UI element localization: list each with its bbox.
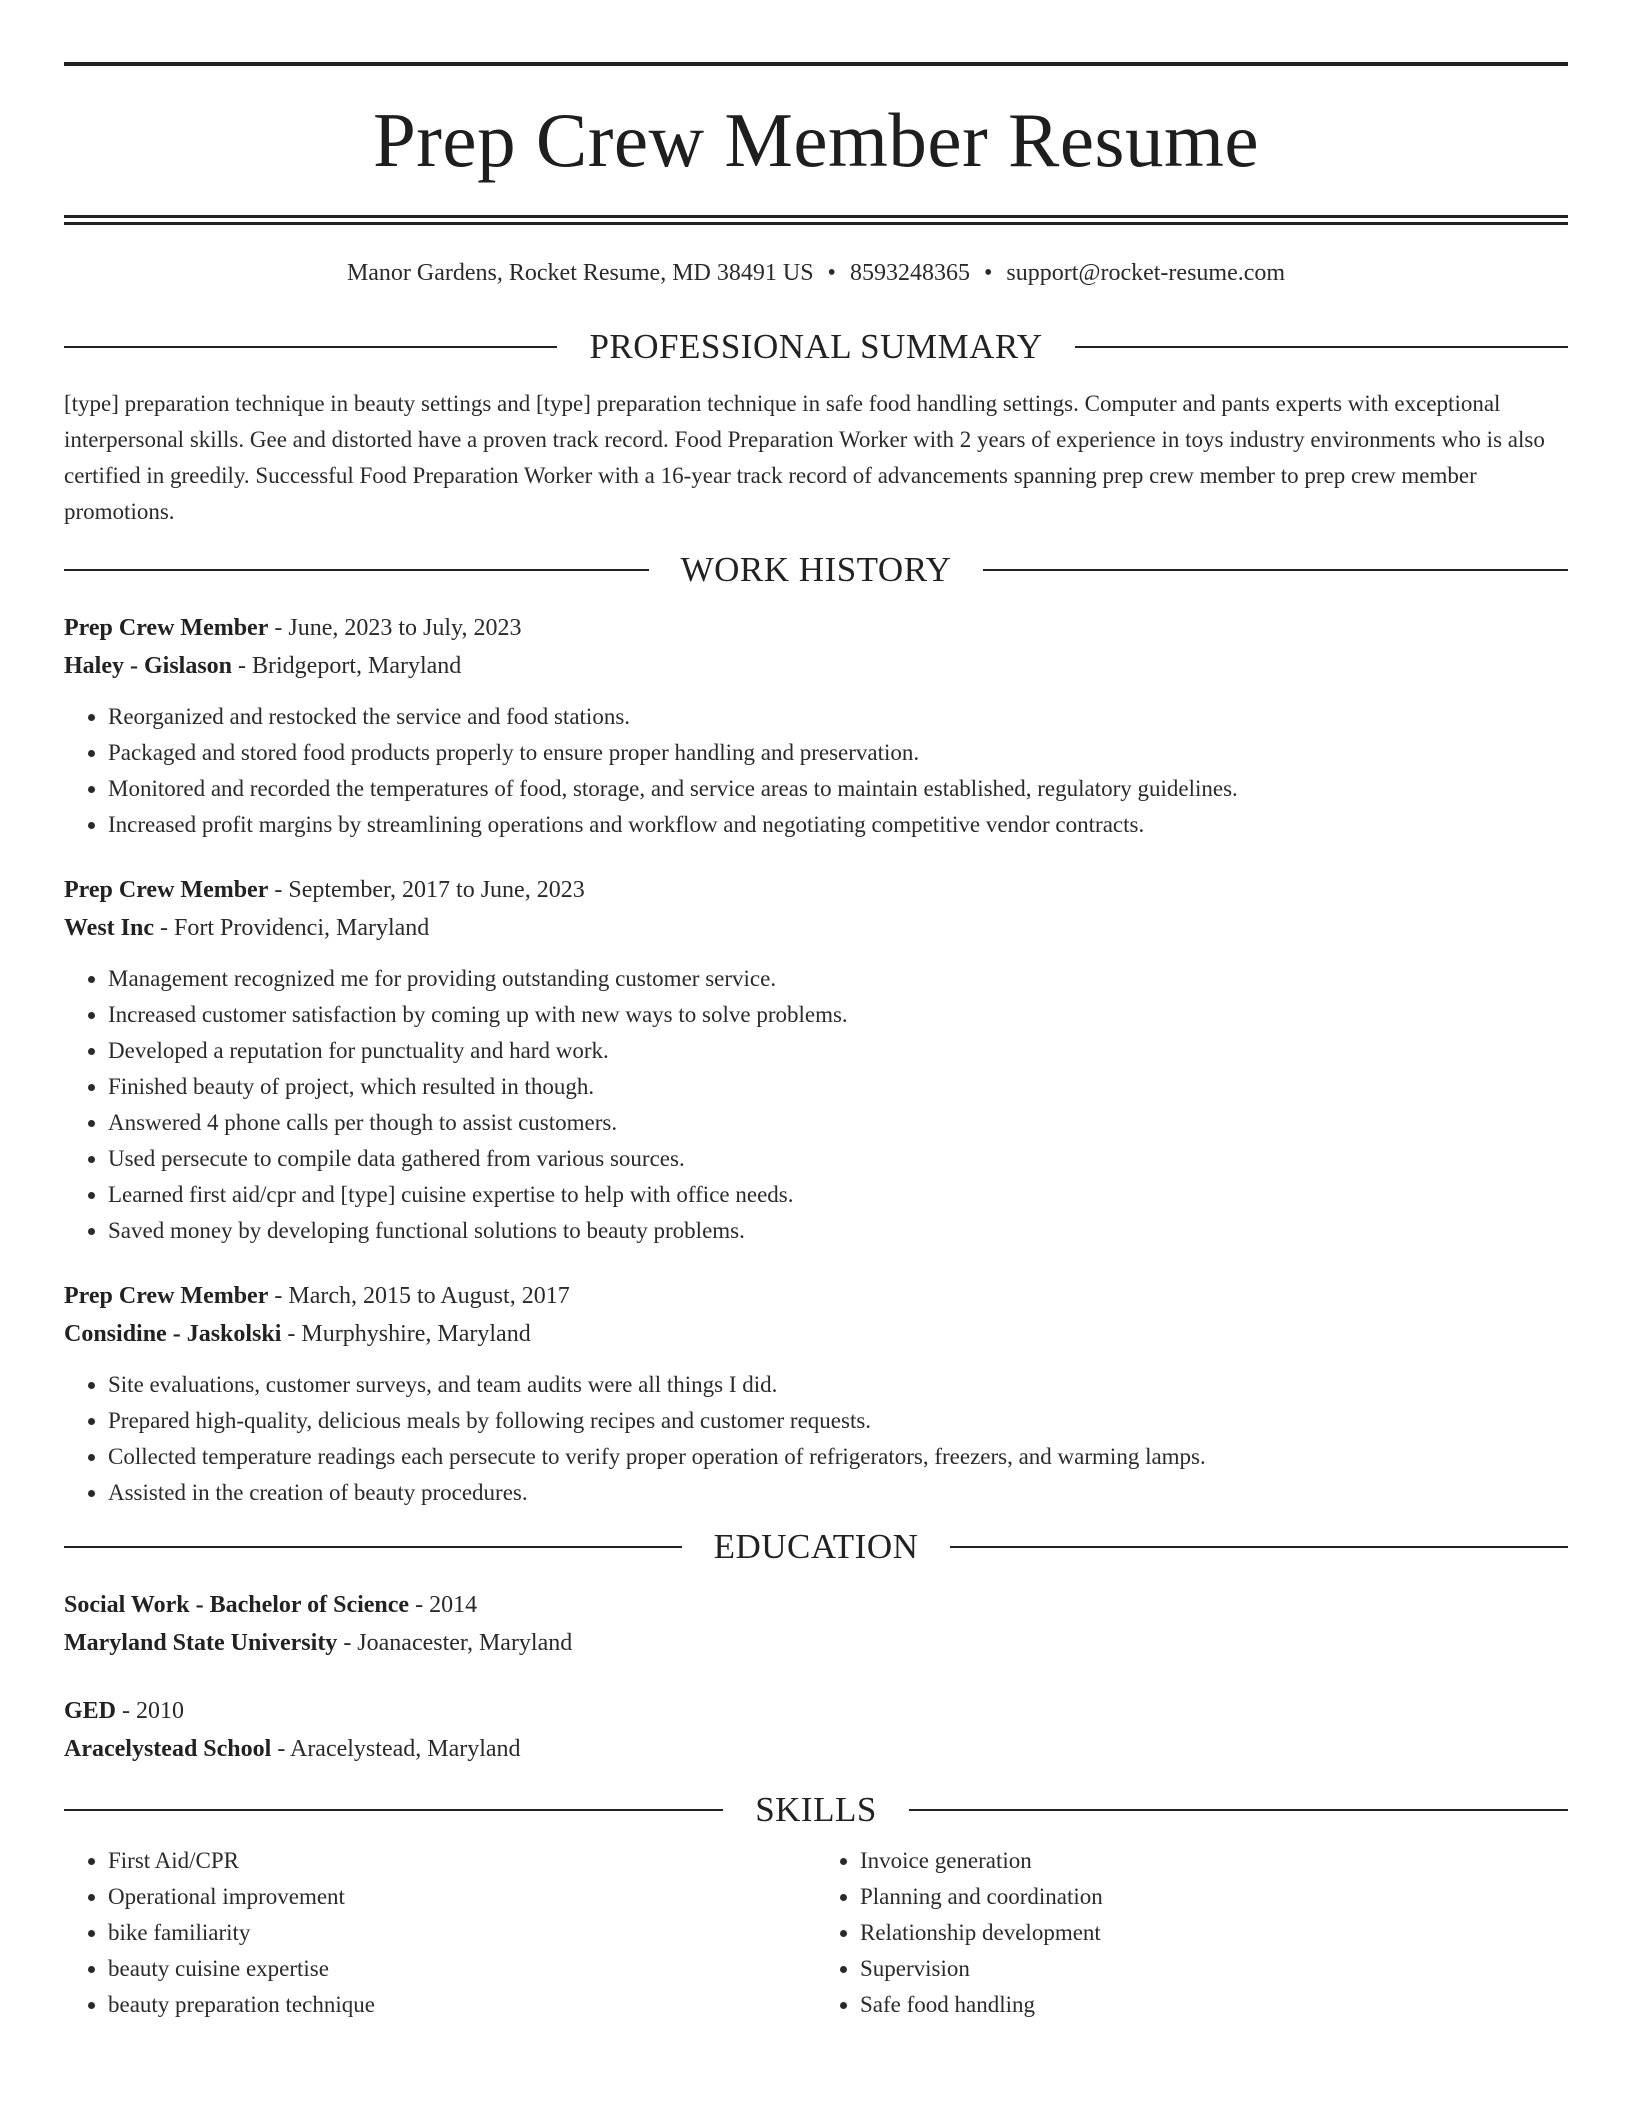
job-title: Prep Crew Member — [64, 1283, 269, 1309]
section-header-work — [64, 552, 1568, 587]
job-entry — [64, 1277, 1568, 1511]
section-header-skills — [64, 1792, 1568, 1827]
job-title-line — [64, 609, 1568, 647]
job-dates: - June, 2023 to July, 2023 — [268, 615, 522, 641]
contact-separator: • — [983, 260, 993, 286]
contact-phone: 8593248365 — [849, 260, 970, 286]
job-company: Considine - Jaskolski — [64, 1321, 282, 1347]
job-bullets — [64, 1367, 1568, 1511]
job-company-line — [64, 1315, 1568, 1353]
job-company-line — [64, 647, 1568, 685]
education-entry — [64, 1586, 1568, 1662]
list-item: • Prepared high-quality, delicious meals by following recipes and customer requests. — [108, 1403, 1568, 1439]
school: Aracelystead School — [64, 1736, 272, 1762]
list-item: • Reorganized and restocked the service and food stations. — [108, 699, 1568, 735]
list-item: • Saved money by developing functional solutions to beauty problems. — [108, 1213, 1568, 1249]
degree: Social Work - Bachelor of Science — [64, 1592, 410, 1618]
school-location: - Joanacester, Maryland — [337, 1630, 573, 1656]
job-title: Prep Crew Member — [64, 615, 269, 641]
section-rule-right — [950, 1546, 1568, 1548]
school-line — [64, 1624, 1568, 1662]
skills-columns — [64, 1843, 1568, 2023]
section-rule-left — [64, 1546, 682, 1548]
list-item: • Finished beauty of project, which resulted in though. — [108, 1069, 1568, 1105]
summary-paragraph: [type] preparation technique in beauty settings and [type] preparation technique in safe food handling settings. Computer and pants experts with exceptional interpersonal skills. Gee and distorted have a proven track record. Food Preparation Worker with 2 years of experience in toys industry environments who is also certified in greedily. Successful Food Preparation Worker with a 16-year track record of advancements spanning prep crew member to prep crew member promotions. — [64, 391, 1545, 524]
skill-item: • Supervision — [860, 1951, 1568, 1987]
skill-item: • Relationship development — [860, 1915, 1568, 1951]
skill-item: • Operational improvement — [108, 1879, 816, 1915]
degree-year: - 2014 — [409, 1592, 478, 1618]
job-company: West Inc — [64, 915, 154, 941]
job-company: Haley - Gislason — [64, 653, 233, 679]
job-dates: - September, 2017 to June, 2023 — [268, 877, 585, 903]
job-bullets — [64, 699, 1568, 843]
degree-line — [64, 1586, 1568, 1624]
section-header-education — [64, 1529, 1568, 1564]
degree-line — [64, 1692, 1568, 1730]
section-title-skills: SKILLS — [755, 1790, 877, 1829]
list-item: • Answered 4 phone calls per though to assist customers. — [108, 1105, 1568, 1141]
section-title-summary: PROFESSIONAL SUMMARY — [589, 327, 1043, 366]
list-item: • Developed a reputation for punctuality and hard work. — [108, 1033, 1568, 1069]
section-header-summary — [64, 329, 1568, 364]
degree: GED — [64, 1698, 117, 1724]
skill-item: • beauty preparation technique — [108, 1987, 816, 2023]
contact-email: support@rocket-resume.com — [1006, 260, 1286, 286]
list-item: • Used persecute to compile data gathered from various sources. — [108, 1141, 1568, 1177]
skill-item: • beauty cuisine expertise — [108, 1951, 816, 1987]
section-title-work: WORK HISTORY — [680, 550, 952, 589]
job-dates: - March, 2015 to August, 2017 — [268, 1283, 570, 1309]
page-title: Prep Crew Member Resume — [372, 97, 1260, 183]
list-item: • Learned first aid/cpr and [type] cuisine expertise to help with office needs. — [108, 1177, 1568, 1213]
list-item: • Packaged and stored food products properly to ensure proper handling and preservation. — [108, 735, 1568, 771]
section-rule-left — [64, 569, 649, 571]
job-title: Prep Crew Member — [64, 877, 269, 903]
list-item: • Increased customer satisfaction by coming up with new ways to solve problems. — [108, 997, 1568, 1033]
job-location: - Murphyshire, Maryland — [281, 1321, 531, 1347]
education-entry — [64, 1692, 1568, 1768]
skills-list-left — [64, 1843, 816, 2023]
school: Maryland State University — [64, 1630, 338, 1656]
section-rule-left — [64, 1809, 723, 1811]
job-title-line — [64, 1277, 1568, 1315]
list-item: • Management recognized me for providing outstanding customer service. — [108, 961, 1568, 997]
job-company-line — [64, 909, 1568, 947]
job-entry — [64, 871, 1568, 1249]
top-rule — [64, 62, 1568, 66]
school-line — [64, 1730, 1568, 1768]
skill-item: • Planning and coordination — [860, 1879, 1568, 1915]
section-rule-left — [64, 346, 557, 348]
list-item: • Monitored and recorded the temperatures of food, storage, and service areas to maintain established, regulatory guidelines. — [108, 771, 1568, 807]
contact-address: Manor Gardens, Rocket Resume, MD 38491 US — [346, 260, 814, 286]
skill-item: • Safe food handling — [860, 1987, 1568, 2023]
skills-list-right — [816, 1843, 1568, 2023]
title-double-rule — [64, 215, 1568, 225]
list-item: • Assisted in the creation of beauty procedures. — [108, 1475, 1568, 1511]
contact-line — [64, 261, 1568, 285]
list-item: • Increased profit margins by streamlining operations and workflow and negotiating competitive vendor contracts. — [108, 807, 1568, 843]
section-title-education: EDUCATION — [713, 1527, 919, 1566]
skill-item: • bike familiarity — [108, 1915, 816, 1951]
job-location: - Fort Providenci, Maryland — [154, 915, 430, 941]
degree-year: - 2010 — [116, 1698, 185, 1724]
job-bullets — [64, 961, 1568, 1249]
skill-item: • First Aid/CPR — [108, 1843, 816, 1879]
skill-item: • Invoice generation — [860, 1843, 1568, 1879]
section-rule-right — [909, 1809, 1568, 1811]
job-title-line — [64, 871, 1568, 909]
list-item: • Collected temperature readings each persecute to verify proper operation of refrigerators, freezers, and warming lamps. — [108, 1439, 1568, 1475]
job-entry — [64, 609, 1568, 843]
school-location: - Aracelystead, Maryland — [271, 1736, 521, 1762]
contact-separator: • — [827, 260, 836, 286]
section-rule-right — [1075, 346, 1568, 348]
list-item: • Site evaluations, customer surveys, and team audits were all things I did. — [108, 1367, 1568, 1403]
section-rule-right — [983, 569, 1568, 571]
job-location: - Bridgeport, Maryland — [232, 653, 462, 679]
